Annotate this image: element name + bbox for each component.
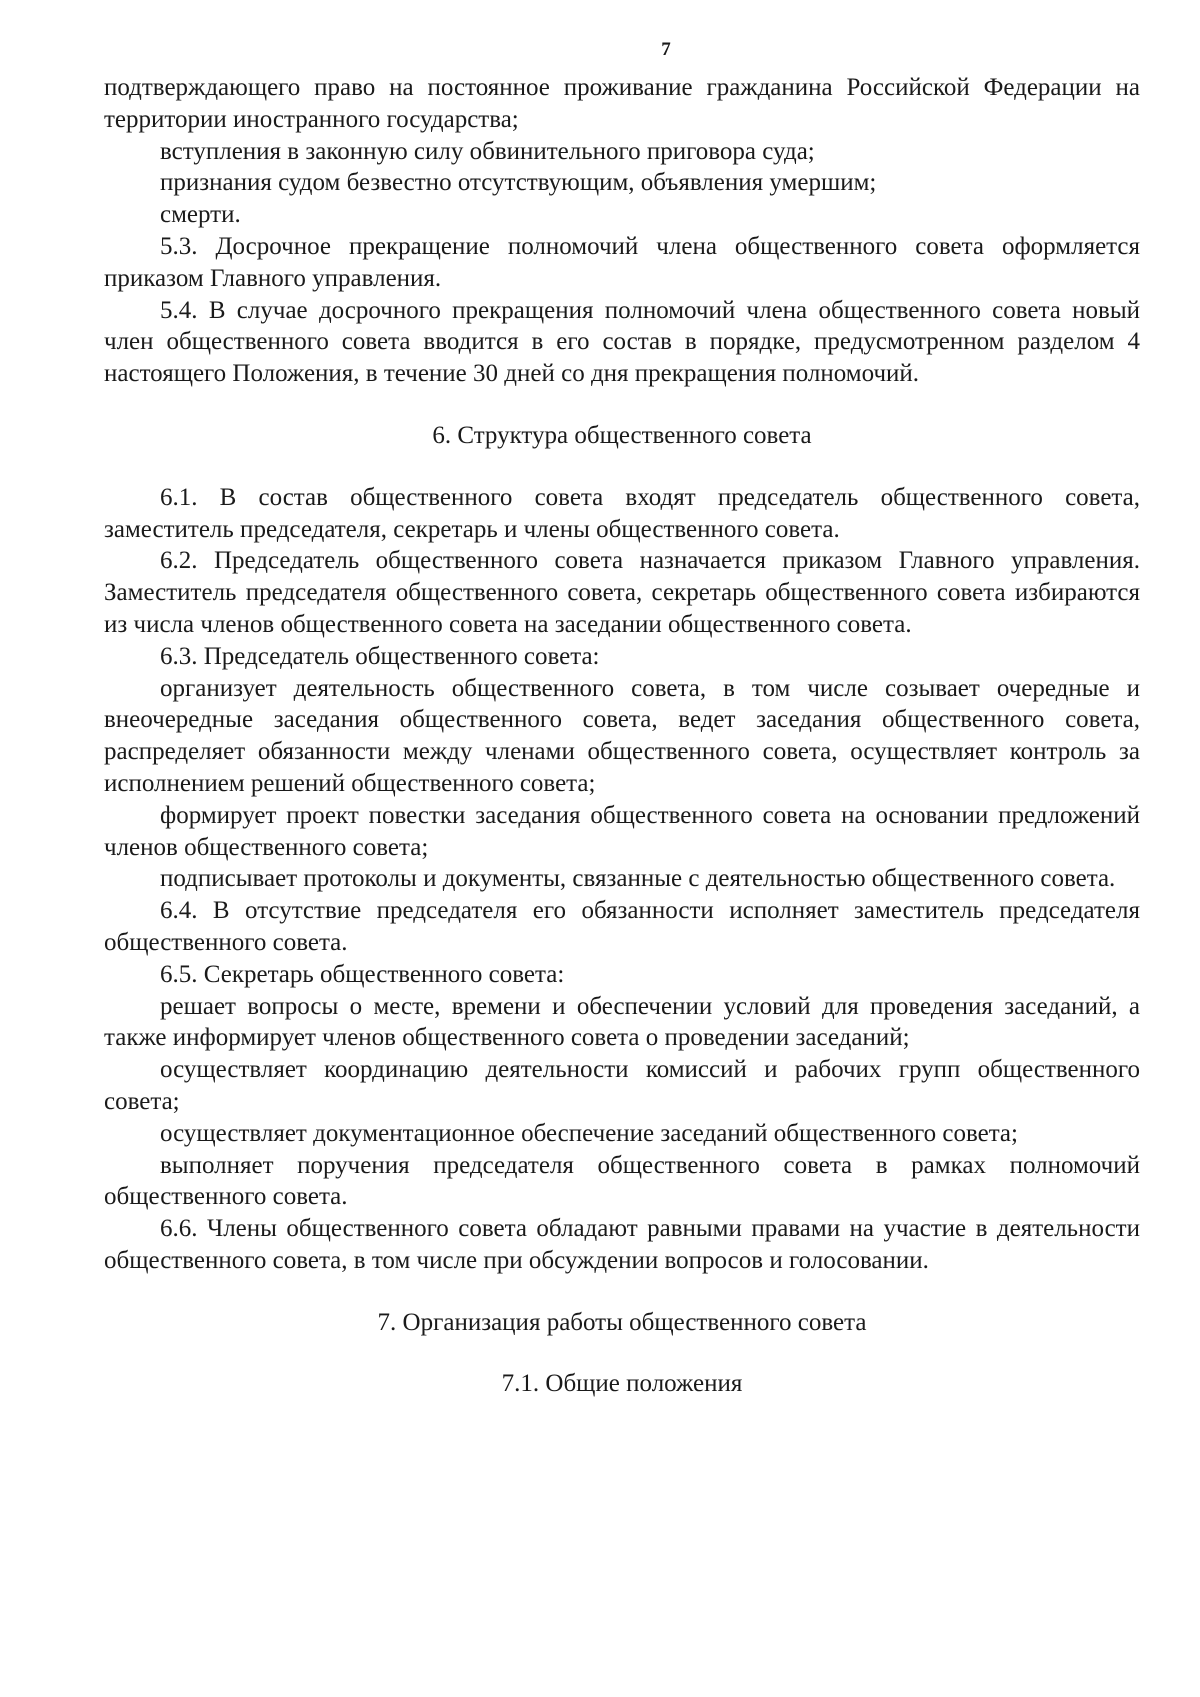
section-6-paragraph: 6.5. Секретарь общественного совета: (160, 960, 565, 988)
section-6-paragraph: организует деятельность общественного совета, в том числе созывает очередные и внеочередные заседания общественного совета, ведет заседания общественного совета, распределяет обязанности между членами общественного совета, осуществляет контроль за исполнением решений общественного совета; (104, 674, 1140, 797)
section-6-paragraph: осуществляет координацию деятельности комиссий и рабочих групп общественного совета; (104, 1056, 1140, 1115)
section-6-heading: 6. Структура общественного совета (432, 421, 812, 449)
section-5-paragraph: 5.3. Досрочное прекращение полномочий члена общественного совета оформляется приказом Главного управления. (104, 232, 1140, 292)
section-6-paragraph: 6.3. Председатель общественного совета: (160, 642, 600, 670)
section-6-paragraph: 6.2. Председатель общественного совета назначается приказом Главного управления. Заместитель председателя общественного совета, секретарь общественного совета избираются из числа членов общественного совета на заседании общественного совета. (104, 547, 1140, 638)
section-6-paragraph: 6.4. В отсутствие председателя его обязанности исполняет заместитель председателя общественного совета. (104, 897, 1140, 956)
section-6-paragraph: решает вопросы о месте, времени и обеспечении условий для проведения заседаний, а также информирует членов общественного совета о проведении заседаний; (104, 992, 1140, 1052)
page-number: 7 (661, 39, 671, 60)
document-page (104, 38, 1140, 1400)
section-6-paragraph: 6.6. Члены общественного совета обладают равными правами на участие в деятельности общественного совета, в том числе при обсуждении вопросов и голосовании. (104, 1215, 1140, 1274)
section-6-paragraph: выполняет поручения председателя общественного совета в рамках полномочий общественного совета. (104, 1151, 1140, 1211)
section-5-paragraph: вступления в законную силу обвинительного приговора суда; (160, 137, 815, 165)
section-6-paragraph: формирует проект повестки заседания общественного совета на основании предложений членов общественного совета; (104, 801, 1140, 861)
section-5-paragraph: подтверждающего право на постоянное проживание гражданина Российской Федерации на территории иностранного государства; (104, 74, 1140, 133)
section-6-paragraph: подписывает протоколы и документы, связанные с деятельностью общественного совета. (160, 865, 1116, 893)
section-5-paragraph: 5.4. В случае досрочного прекращения полномочий члена общественного совета новый член общественного совета вводится в его состав в порядке, предусмотренном разделом 4 настоящего Положения, в течение 30 дней со дня прекращения полномочий. (104, 296, 1140, 388)
section-5-paragraph: признания судом безвестно отсутствующим, объявления умершим; (160, 169, 877, 197)
section-6-paragraph: 6.1. В состав общественного совета входят председатель общественного совета, заместитель председателя, секретарь и члены общественного совета. (104, 483, 1140, 543)
section-7-heading: 7. Организация работы общественного совета (377, 1308, 867, 1336)
top-paragraphs (104, 72, 1140, 390)
section-7-1-heading: 7.1. Общие положения (501, 1370, 743, 1398)
section-6-paragraphs (104, 482, 1140, 1277)
section-6-paragraph: осуществляет документационное обеспечение заседаний общественного совета; (160, 1119, 1018, 1147)
section-5-paragraph: смерти. (160, 201, 241, 229)
